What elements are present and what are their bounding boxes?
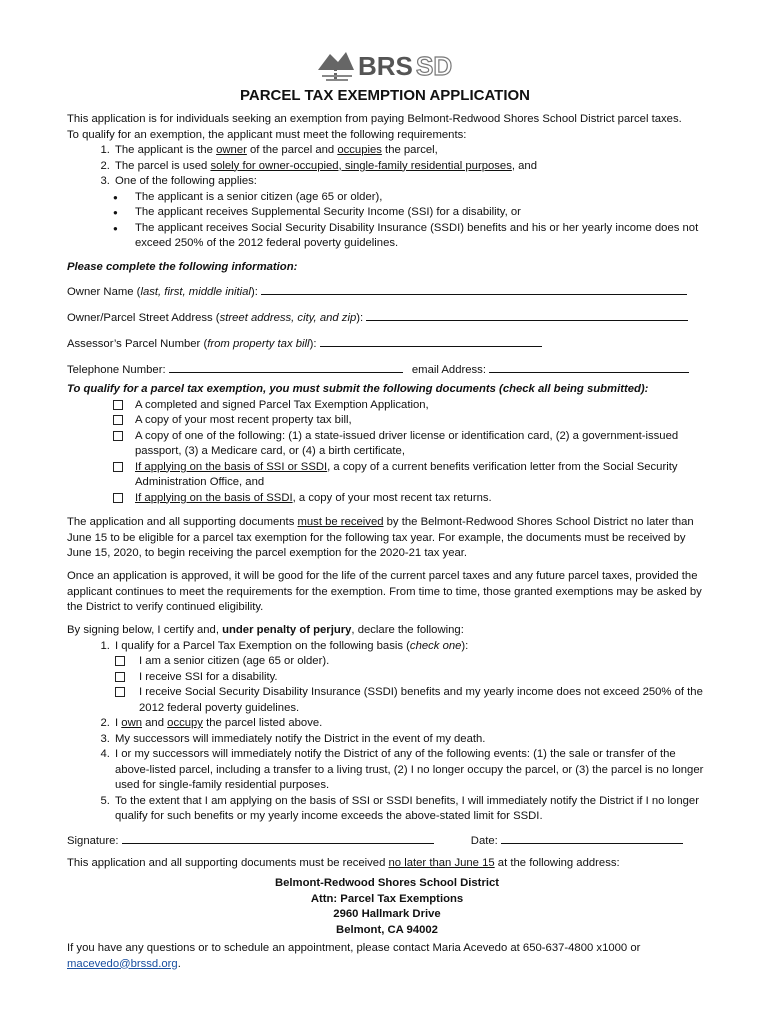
checkbox[interactable]	[115, 656, 125, 666]
telephone-field[interactable]	[169, 361, 403, 373]
documents-section	[67, 382, 707, 506]
requirements-list	[67, 143, 707, 190]
certification-list	[67, 639, 707, 825]
requirement-2: 2. The parcel is used solely for owner-occupied, single-family residential purposes, and	[113, 159, 707, 175]
checkbox[interactable]	[113, 415, 123, 425]
certification-section	[67, 623, 707, 825]
info-form	[67, 260, 707, 276]
documents-heading: To qualify for a parcel tax exemption, you must submit the following documents (check all being submitted):	[67, 383, 649, 395]
checkbox[interactable]	[113, 462, 123, 472]
form-heading: Please complete the following information:	[67, 261, 298, 273]
logo-text-solid: BRS	[358, 51, 413, 81]
basis-senior: I am a senior citizen (age 65 or older).	[137, 654, 707, 670]
deadline-paragraph: The application and all supporting documents must be received by the Belmont-Redwood Shores School District no later than June 15 to be eligible for a parcel tax exemption for the following tax year. For example, the documents must be received by June 15, 2020, to begin receiving the parcel exemption for the 2020-21 tax year.	[67, 516, 694, 559]
basis-options	[115, 654, 707, 716]
certify-item-3: 3. My successors will immediately notify the District in the event of my death.	[113, 732, 707, 748]
certify-item-2: 2. I own and occupy the parcel listed above.	[113, 716, 707, 732]
certify-intro: By signing below, I certify and, under penalty of perjury, declare the following:	[67, 624, 464, 636]
checkbox[interactable]	[115, 672, 125, 682]
intro-line1: This application is for individuals seeking an exemption from paying Belmont-Redwood Shores School District parcel taxes.	[67, 113, 682, 125]
checkbox[interactable]	[113, 431, 123, 441]
basis-ssdi: I receive Social Security Disability Insurance (SSDI) benefits and my yearly income does not exceed 250% of the 2012 federal poverty guidelines.	[137, 685, 707, 716]
address-field[interactable]	[366, 309, 688, 321]
condition-item: ● The applicant receives Supplemental Security Income (SSI) for a disability, or	[135, 205, 707, 221]
certify-item-1: 1. I qualify for a Parcel Tax Exemption on the following basis (check one): I am a senior citizen (age 65 or older). I receive SSI for a disability. I receive Social Security Disability Insurance (SSDI) benefits and my yearly income does not exceed 250% of the 2012 federal poverty guidelines.	[113, 639, 707, 717]
approval-paragraph: Once an application is approved, it will be good for the life of the current parcel taxes and any future parcel taxes, provided the applicant continues to meet the requirements for the exemption. From time to time, those granted exemptions may be asked by the District to verify continued eligibility.	[67, 570, 702, 613]
intro-section	[67, 112, 707, 252]
brssd-logo	[316, 48, 456, 82]
contact-email-link[interactable]: macevedo@brssd.org	[67, 957, 178, 970]
requirement-3: 3. One of the following applies:	[113, 174, 707, 190]
contact-row: Telephone Number: email Address:	[67, 361, 707, 379]
signature-field[interactable]	[122, 832, 434, 844]
doc-item-tax-returns: If applying on the basis of SSDI, a copy of your most recent tax returns.	[135, 491, 707, 507]
contact-paragraph: If you have any questions or to schedule an appointment, please contact Maria Acevedo at 650-637-4800 x1000 or macevedo@brssd.org.	[67, 942, 641, 970]
owner-name-field[interactable]	[261, 283, 687, 295]
email-field[interactable]	[489, 361, 689, 373]
conditions-list	[67, 190, 707, 252]
doc-item-ssi-letter: If applying on the basis of SSI or SSDI, a copy of a current benefits verification letter from the Social Security Administration Office, and	[135, 460, 707, 491]
address-line: 2960 Hallmark Drive	[333, 908, 441, 920]
certify-item-5: 5. To the extent that I am applying on the basis of SSI or SSDI benefits, I will immediately notify the District if I no longer qualify for such benefits or my yearly income exceeds the above-stated limit for SSDI.	[113, 794, 707, 825]
apn-field[interactable]	[320, 335, 542, 347]
basis-ssi: I receive SSI for a disability.	[137, 670, 707, 686]
intro-line2: To qualify for an exemption, the applicant must meet the following requirements:	[67, 128, 467, 141]
mailing-address	[67, 876, 707, 938]
signature-row: Signature: Date:	[67, 832, 707, 850]
condition-item: ● The applicant is a senior citizen (age 65 or older),	[135, 190, 707, 206]
condition-item: ● The applicant receives Social Security Disability Insurance (SSDI) benefits and his or her yearly income does not exceed 250% of the 2012 federal poverty guidelines.	[135, 221, 707, 252]
logo-text-outline: SD	[416, 51, 453, 81]
apn-row: Assessor’s Parcel Number (from property tax bill):	[67, 335, 707, 353]
submission-paragraph: This application and all supporting documents must be received no later than June 15 at the following address:	[67, 857, 620, 869]
mountain-tree-icon	[316, 48, 456, 82]
address-line: Belmont, CA 94002	[336, 923, 438, 936]
address-line: Attn: Parcel Tax Exemptions	[310, 892, 464, 905]
doc-item-tax-bill: A copy of your most recent property tax bill,	[135, 413, 707, 429]
checkbox[interactable]	[113, 400, 123, 410]
address-row: Owner/Parcel Street Address (street address, city, and zip):	[67, 309, 707, 327]
certify-item-4: 4. I or my successors will immediately notify the District of any of the following events: (1) the sale or transfer of the above-listed parcel, including a transfer to a living trust, (2) I no longer occupy the parcel, or (3) the parcel is no longer used for single-family residential purposes.	[113, 747, 707, 794]
doc-item-id: A copy of one of the following: (1) a state-issued driver license or identification card, (2) a government-issued passport, (3) a Medicare card, or (4) a birth certificate,	[135, 429, 707, 460]
doc-item-application: A completed and signed Parcel Tax Exemption Application,	[135, 398, 707, 414]
address-line: Belmont-Redwood Shores School District	[274, 877, 500, 889]
documents-checklist	[67, 398, 707, 507]
page-title: PARCEL TAX EXEMPTION APPLICATION	[239, 87, 531, 104]
requirement-1: 1. The applicant is the owner of the parcel and occupies the parcel,	[113, 143, 707, 159]
owner-name-row: Owner Name (last, first, middle initial):	[67, 283, 707, 301]
date-field[interactable]	[501, 832, 683, 844]
checkbox[interactable]	[113, 493, 123, 503]
checkbox[interactable]	[115, 687, 125, 697]
